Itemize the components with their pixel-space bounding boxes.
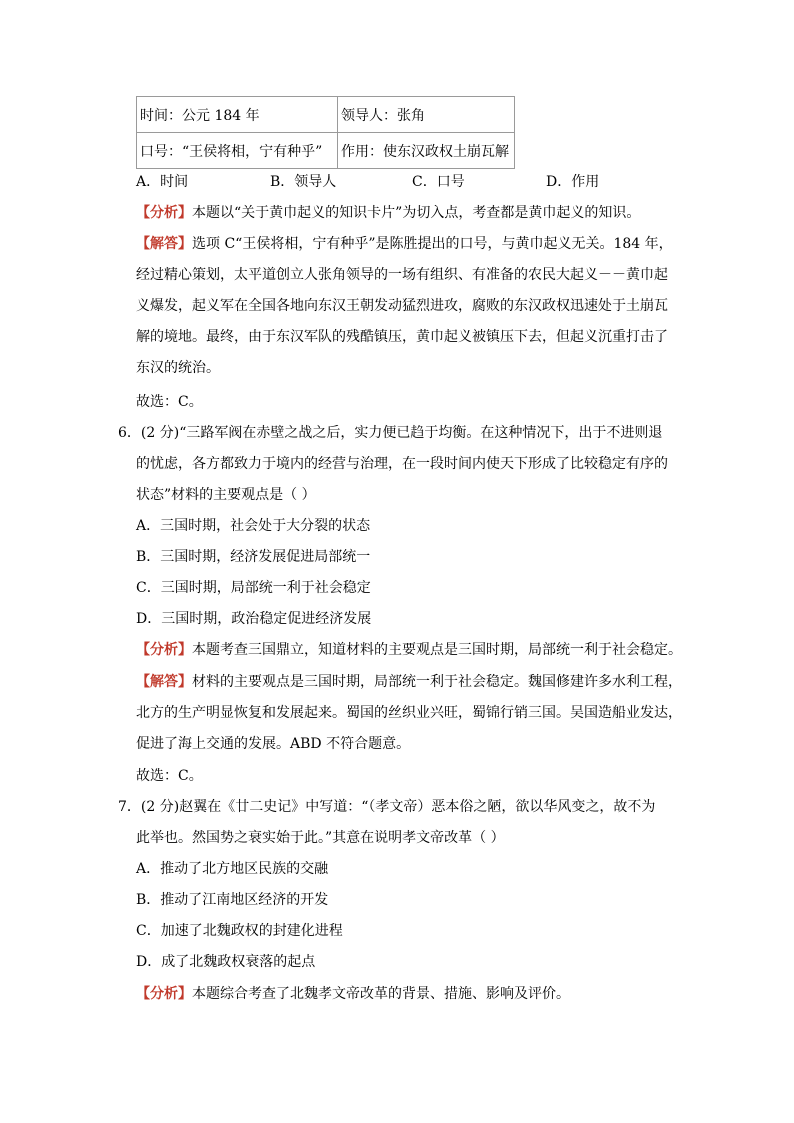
q5-option-a[interactable]: A．时间 — [136, 174, 189, 190]
analysis-text: 本题考查三国鼎立，知道材料的主要观点是三国时期，局部统一利于社会稳定。 — [192, 642, 682, 658]
analysis-tag: 【分析】 — [136, 642, 192, 658]
q5-answer-line-3: 义爆发，起义军在全国各地向东汉王朝发动猛烈进攻，腐败的东汉政权迅速处于土崩瓦 — [136, 298, 668, 314]
analysis-text: 本题综合考查了北魏孝文帝改革的背景、措施、影响及评价。 — [192, 986, 570, 1002]
q5-answer-line-2: 经过精心策划，太平道创立人张角领导的一场有组织、有准备的农民大起义－－黄巾起 — [136, 267, 668, 283]
q6-stem-line-3: 状态”材料的主要观点是（ ） — [136, 487, 316, 503]
table-row — [137, 97, 515, 133]
q5-answer-line-4: 解的境地。最终，由于东汉军队的残酷镇压，黄巾起义被镇压下去，但起义沉重打击了 — [136, 329, 668, 345]
q6-answer-line-2: 北方的生产明显恢复和发展起来。蜀国的丝织业兴旺，蜀锦行销三国。吴国造船业发达， — [136, 705, 682, 721]
q7-option-d[interactable]: D．成了北魏政权衰落的起点 — [136, 954, 316, 970]
q6-answer-line-3: 促进了海上交通的发展。ABD 不符合题意。 — [136, 736, 411, 752]
q6-option-a[interactable]: A．三国时期，社会处于大分裂的状态 — [136, 518, 371, 534]
q7-option-b[interactable]: B．推动了江南地区经济的开发 — [136, 892, 329, 908]
table-row — [137, 133, 515, 169]
answer-text: 材料的主要观点是三国时期，局部统一利于社会稳定。魏国修建许多水利工程， — [192, 674, 682, 690]
answer-tag: 【解答】 — [136, 674, 192, 690]
card-slogan-cell: 口号：“王侯将相，宁有种乎” — [137, 133, 338, 169]
knowledge-card-table — [136, 96, 515, 169]
analysis-text: 本题以“关于黄巾起义的知识卡片”为切入点，考查都是黄巾起义的知识。 — [192, 205, 641, 221]
q5-answer-line-1 — [136, 234, 673, 254]
q6-choice: 故选：C。 — [136, 768, 203, 784]
q6-analysis — [136, 640, 682, 660]
q6-stem-line-2: 的忧虑，各方都致力于境内的经营与治理，在一段时间内使天下形成了比较稳定有序的 — [136, 456, 668, 472]
card-effect-cell: 作用：使东汉政权土崩瓦解 — [338, 133, 515, 169]
q5-answer-line-5: 东汉的统治。 — [136, 360, 220, 376]
q7-analysis — [136, 984, 570, 1004]
analysis-tag: 【分析】 — [136, 986, 192, 1002]
q6-option-c[interactable]: C．三国时期，局部统一利于社会稳定 — [136, 580, 371, 596]
q6-option-d[interactable]: D．三国时期，政治稳定促进经济发展 — [136, 611, 372, 627]
q7-stem-line-1: 7．(2 分)赵翼在《廿二史记》中写道：“（孝文帝）恶本俗之陋，欲以华风变之，故不为 — [118, 799, 656, 815]
q5-option-d[interactable]: D．作用 — [546, 174, 600, 190]
answer-tag: 【解答】 — [136, 236, 192, 252]
card-time-cell: 时间：公元 184 年 — [137, 97, 338, 133]
q7-option-c[interactable]: C．加速了北魏政权的封建化进程 — [136, 923, 343, 939]
q5-choice: 故选：C。 — [136, 394, 203, 410]
q5-option-b[interactable]: B．领导人 — [270, 174, 337, 190]
q7-option-a[interactable]: A．推动了北方地区民族的交融 — [136, 861, 329, 877]
q6-stem-line-1: 6．(2 分)“三路军阀在赤壁之战之后，实力便已趋于均衡。在这种情况下，出于不进则退 — [118, 425, 663, 441]
q7-stem-line-2: 此举也。然国势之衰实始于此。”其意在说明孝文帝改革（ ） — [136, 830, 505, 846]
q5-analysis — [136, 203, 640, 223]
analysis-tag: 【分析】 — [136, 205, 192, 221]
q5-option-c[interactable]: C．口号 — [412, 174, 465, 190]
q6-option-b[interactable]: B．三国时期，经济发展促进局部统一 — [136, 549, 371, 565]
q6-answer-line-1 — [136, 672, 682, 692]
q5-options — [136, 172, 599, 192]
answer-text: 选项 C“王侯将相，宁有种乎”是陈胜提出的口号，与黄巾起义无关。184 年， — [192, 236, 673, 252]
card-leader-cell: 领导人：张角 — [338, 97, 515, 133]
